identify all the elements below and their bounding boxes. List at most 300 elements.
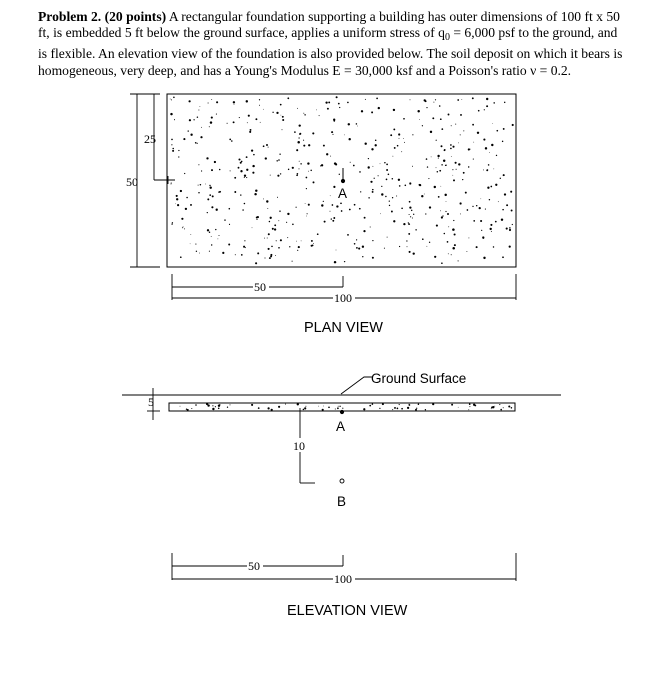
concrete-speckle	[304, 407, 306, 409]
concrete-speckle	[401, 151, 402, 152]
plan-view	[130, 94, 516, 300]
concrete-speckle	[399, 185, 401, 187]
concrete-speckle	[460, 202, 462, 204]
concrete-speckle	[213, 408, 214, 409]
concrete-speckle	[271, 409, 273, 411]
concrete-speckle	[276, 112, 278, 114]
concrete-speckle	[403, 223, 405, 225]
concrete-speckle	[244, 175, 246, 177]
concrete-speckle	[256, 219, 257, 220]
concrete-speckle	[230, 404, 231, 405]
plan-point-a-dot	[341, 179, 344, 182]
concrete-speckle	[433, 102, 434, 103]
concrete-speckle	[511, 210, 513, 212]
concrete-speckle	[292, 261, 293, 262]
concrete-speckle	[280, 239, 282, 241]
concrete-speckle	[308, 144, 310, 146]
concrete-speckle	[298, 246, 300, 248]
concrete-speckle	[170, 113, 172, 115]
concrete-speckle	[267, 208, 268, 209]
elev-point-a-dot	[340, 410, 343, 413]
concrete-speckle	[468, 409, 469, 410]
concrete-speckle	[382, 403, 384, 405]
concrete-speckle	[276, 240, 277, 241]
elevation-foundation-slab	[169, 403, 515, 411]
concrete-speckle	[444, 194, 446, 196]
concrete-speckle	[491, 406, 493, 408]
concrete-speckle	[264, 257, 265, 258]
concrete-speckle	[176, 198, 178, 200]
concrete-speckle	[447, 241, 449, 243]
concrete-speckle	[251, 404, 253, 406]
concrete-speckle	[278, 406, 280, 408]
concrete-speckle	[441, 262, 443, 264]
concrete-speckle	[183, 226, 184, 227]
concrete-speckle	[441, 128, 443, 130]
concrete-speckle	[234, 191, 236, 193]
concrete-speckle	[429, 206, 431, 208]
concrete-speckle	[348, 138, 350, 140]
concrete-speckle	[354, 204, 356, 206]
concrete-speckle	[399, 138, 400, 139]
concrete-speckle	[332, 134, 333, 135]
elev-point-a-label: A	[336, 419, 346, 434]
concrete-speckle	[257, 252, 259, 254]
concrete-speckle	[306, 177, 308, 179]
concrete-speckle	[465, 192, 467, 194]
concrete-speckle	[211, 169, 213, 171]
concrete-speckle	[209, 194, 211, 196]
concrete-speckle	[328, 101, 330, 103]
concrete-speckle	[368, 197, 369, 198]
concrete-speckle	[277, 197, 278, 198]
concrete-speckle	[397, 145, 399, 147]
concrete-speckle	[362, 256, 363, 257]
concrete-speckle	[198, 192, 199, 193]
concrete-speckle	[270, 175, 271, 176]
concrete-speckle	[473, 159, 474, 160]
concrete-speckle	[468, 166, 469, 167]
concrete-speckle	[247, 122, 248, 123]
concrete-speckle	[446, 201, 447, 202]
concrete-speckle	[189, 119, 191, 121]
concrete-speckle	[483, 139, 485, 141]
concrete-speckle	[493, 169, 494, 170]
concrete-speckle	[229, 224, 230, 225]
concrete-speckle	[252, 172, 254, 174]
concrete-speckle	[432, 117, 434, 119]
concrete-speckle	[323, 145, 325, 147]
concrete-speckle	[356, 123, 358, 125]
concrete-speckle	[308, 171, 309, 172]
concrete-speckle	[440, 210, 441, 211]
concrete-speckle	[238, 167, 240, 169]
concrete-speckle	[399, 246, 400, 247]
concrete-speckle	[312, 132, 314, 134]
concrete-speckle	[263, 109, 264, 110]
concrete-speckle	[474, 404, 476, 406]
concrete-speckle	[303, 113, 304, 114]
concrete-speckle	[278, 220, 279, 221]
concrete-speckle	[197, 143, 198, 144]
concrete-speckle	[415, 409, 417, 411]
concrete-speckle	[384, 248, 385, 249]
concrete-speckle	[238, 158, 240, 160]
concrete-speckle	[287, 213, 289, 215]
concrete-speckle	[188, 100, 190, 102]
concrete-speckle	[180, 406, 181, 407]
concrete-speckle	[416, 408, 417, 409]
concrete-speckle	[198, 185, 199, 186]
concrete-speckle	[215, 406, 216, 407]
concrete-speckle	[303, 145, 305, 147]
concrete-speckle	[452, 169, 453, 170]
concrete-speckle	[200, 184, 201, 185]
concrete-speckle	[472, 206, 473, 207]
concrete-speckle	[253, 154, 255, 156]
concrete-speckle	[405, 185, 407, 187]
concrete-speckle	[257, 216, 259, 218]
concrete-speckle	[268, 147, 269, 148]
concrete-speckle	[199, 253, 200, 254]
concrete-speckle	[490, 228, 492, 230]
concrete-speckle	[491, 144, 493, 146]
concrete-speckle	[487, 169, 488, 170]
concrete-speckle	[219, 404, 220, 405]
concrete-speckle	[463, 172, 465, 174]
concrete-speckle	[349, 209, 351, 211]
concrete-speckle	[231, 140, 233, 142]
elev-point-b-label: B	[337, 494, 347, 509]
concrete-speckle	[339, 174, 340, 175]
concrete-speckle	[440, 118, 442, 120]
concrete-speckle	[313, 181, 315, 183]
concrete-speckle	[210, 121, 212, 123]
concrete-speckle	[183, 138, 185, 140]
concrete-speckle	[498, 201, 499, 202]
concrete-speckle	[297, 108, 298, 109]
concrete-speckle	[172, 222, 173, 223]
concrete-speckle	[190, 204, 192, 206]
concrete-speckle	[466, 251, 467, 252]
concrete-speckle	[424, 99, 426, 101]
concrete-speckle	[398, 133, 400, 135]
concrete-speckle	[255, 262, 257, 264]
concrete-speckle	[296, 149, 298, 151]
concrete-speckle	[209, 251, 210, 252]
concrete-speckle	[469, 149, 470, 150]
concrete-speckle	[228, 244, 230, 246]
concrete-speckle	[485, 147, 487, 149]
concrete-speckle	[469, 406, 470, 407]
concrete-speckle	[330, 156, 331, 157]
concrete-speckle	[501, 218, 503, 220]
concrete-speckle	[375, 144, 377, 146]
concrete-speckle	[278, 247, 280, 249]
concrete-speckle	[452, 175, 453, 176]
concrete-speckle	[363, 230, 365, 232]
concrete-speckle	[493, 102, 495, 104]
concrete-speckle	[365, 143, 367, 145]
concrete-speckle	[390, 134, 392, 136]
concrete-speckle	[484, 109, 485, 110]
concrete-speckle	[496, 130, 498, 132]
concrete-speckle	[378, 107, 380, 109]
concrete-speckle	[209, 186, 211, 188]
concrete-speckle	[489, 152, 490, 153]
concrete-speckle	[344, 135, 345, 136]
concrete-speckle	[252, 227, 253, 228]
concrete-speckle	[450, 144, 452, 146]
concrete-speckle	[394, 407, 396, 409]
concrete-speckle	[279, 154, 280, 155]
concrete-speckle	[335, 262, 336, 263]
concrete-speckle	[460, 213, 461, 214]
concrete-speckle	[451, 156, 452, 157]
concrete-speckle	[286, 222, 287, 223]
concrete-speckle	[266, 144, 268, 146]
concrete-speckle	[457, 99, 459, 101]
concrete-speckle	[389, 200, 390, 201]
concrete-speckle	[356, 247, 358, 249]
concrete-speckle	[348, 123, 350, 125]
concrete-speckle	[510, 191, 512, 193]
concrete-speckle	[445, 211, 446, 212]
concrete-speckle	[321, 164, 323, 166]
concrete-speckle	[216, 114, 217, 115]
concrete-speckle	[224, 219, 225, 220]
concrete-speckle	[491, 231, 492, 232]
concrete-speckle	[205, 184, 206, 185]
concrete-speckle	[313, 243, 314, 244]
concrete-speckle	[409, 214, 410, 215]
concrete-speckle	[299, 133, 300, 134]
concrete-speckle	[171, 184, 172, 185]
concrete-speckle	[371, 148, 373, 150]
concrete-speckle	[399, 404, 400, 405]
concrete-speckle	[244, 177, 245, 178]
concrete-speckle	[188, 130, 189, 131]
concrete-speckle	[489, 199, 490, 200]
plan-dim-25-label: 25	[144, 132, 156, 146]
concrete-speckle	[463, 130, 464, 131]
concrete-speckle	[297, 403, 299, 405]
concrete-speckle	[369, 405, 371, 407]
concrete-speckle	[199, 106, 200, 107]
concrete-speckle	[419, 184, 421, 186]
concrete-speckle	[267, 407, 269, 409]
concrete-speckle	[360, 191, 361, 192]
concrete-speckle	[361, 110, 363, 112]
concrete-speckle	[246, 177, 247, 178]
elevation-view-title: ELEVATION VIEW	[287, 603, 408, 619]
concrete-speckle	[171, 99, 172, 100]
concrete-speckle	[305, 203, 306, 204]
concrete-speckle	[509, 227, 511, 229]
concrete-speckle	[445, 165, 446, 166]
concrete-speckle	[409, 404, 411, 406]
concrete-speckle	[375, 140, 377, 142]
concrete-speckle	[412, 134, 413, 135]
concrete-speckle	[278, 159, 280, 161]
concrete-speckle	[331, 218, 332, 219]
concrete-speckle	[500, 409, 502, 411]
concrete-speckle	[354, 243, 356, 245]
concrete-speckle	[323, 201, 324, 202]
concrete-speckle	[379, 408, 380, 409]
concrete-speckle	[172, 150, 174, 152]
concrete-speckle	[342, 408, 343, 409]
concrete-speckle	[452, 228, 455, 231]
problem-subscript: 0	[444, 32, 450, 44]
concrete-speckle	[240, 194, 241, 195]
concrete-speckle	[391, 211, 393, 213]
concrete-speckle	[268, 233, 270, 235]
concrete-speckle	[200, 136, 202, 138]
concrete-speckle	[426, 107, 427, 108]
concrete-speckle	[197, 116, 198, 117]
concrete-speckle	[172, 148, 174, 150]
concrete-speckle	[193, 119, 194, 120]
concrete-speckle	[462, 179, 463, 180]
concrete-speckle	[281, 115, 282, 116]
concrete-speckle	[411, 210, 412, 211]
concrete-speckle	[503, 174, 505, 176]
concrete-speckle	[190, 243, 191, 244]
concrete-speckle	[218, 408, 220, 410]
concrete-speckle	[287, 97, 289, 99]
concrete-speckle	[490, 224, 492, 226]
concrete-speckle	[365, 99, 366, 100]
concrete-speckle	[418, 403, 420, 405]
concrete-speckle	[435, 99, 436, 100]
concrete-speckle	[280, 210, 281, 211]
concrete-speckle	[185, 208, 187, 210]
concrete-speckle	[340, 202, 342, 204]
concrete-speckle	[381, 193, 383, 195]
concrete-speckle	[473, 142, 474, 143]
concrete-speckle	[467, 209, 469, 211]
concrete-speckle	[451, 125, 452, 126]
concrete-speckle	[477, 132, 479, 134]
concrete-speckle	[249, 131, 251, 133]
concrete-speckle	[337, 407, 339, 409]
concrete-speckle	[372, 257, 374, 259]
concrete-speckle	[338, 103, 340, 105]
concrete-speckle	[393, 220, 395, 222]
concrete-speckle	[404, 142, 405, 143]
concrete-speckle	[472, 124, 474, 126]
concrete-speckle	[306, 216, 307, 217]
concrete-speckle	[322, 409, 324, 411]
concrete-speckle	[406, 240, 407, 241]
concrete-speckle	[426, 158, 428, 160]
concrete-speckle	[318, 406, 319, 407]
concrete-speckle	[378, 175, 379, 176]
concrete-speckle	[441, 164, 442, 165]
concrete-speckle	[494, 406, 495, 407]
concrete-speckle	[267, 238, 268, 239]
concrete-speckle	[241, 254, 243, 256]
concrete-speckle	[240, 170, 242, 172]
concrete-speckle	[347, 102, 349, 104]
concrete-speckle	[307, 213, 308, 214]
concrete-speckle	[298, 168, 299, 169]
concrete-speckle	[218, 191, 220, 193]
concrete-speckle	[298, 137, 299, 138]
concrete-speckle	[453, 179, 455, 181]
concrete-speckle	[201, 127, 202, 128]
concrete-speckle	[263, 198, 264, 199]
concrete-speckle	[190, 234, 191, 235]
concrete-speckle	[419, 119, 420, 120]
concrete-speckle	[410, 216, 411, 217]
concrete-speckle	[468, 237, 469, 238]
concrete-speckle	[182, 227, 183, 228]
concrete-speckle	[269, 257, 271, 259]
concrete-speckle	[401, 408, 403, 410]
concrete-speckle	[206, 157, 208, 159]
concrete-speckle	[264, 238, 265, 239]
concrete-speckle	[208, 102, 209, 103]
concrete-speckle	[289, 246, 290, 247]
concrete-speckle	[499, 404, 500, 405]
concrete-speckle	[350, 162, 351, 163]
concrete-speckle	[371, 111, 373, 113]
concrete-speckle	[272, 228, 274, 230]
concrete-speckle	[428, 178, 429, 179]
concrete-speckle	[263, 145, 265, 147]
concrete-speckle	[441, 216, 443, 218]
concrete-speckle	[212, 195, 214, 197]
plan-dim-50v-label: 50	[126, 175, 138, 189]
concrete-speckle	[434, 186, 436, 188]
concrete-speckle	[201, 170, 202, 171]
concrete-speckle	[384, 162, 385, 163]
concrete-speckle	[372, 189, 374, 191]
concrete-speckle	[304, 114, 305, 115]
concrete-speckle	[229, 139, 231, 141]
concrete-speckle	[276, 160, 277, 161]
concrete-speckle	[458, 163, 460, 165]
concrete-speckle	[171, 144, 172, 145]
concrete-speckle	[408, 223, 410, 225]
concrete-speckle	[412, 217, 413, 218]
concrete-speckle	[303, 409, 305, 411]
concrete-speckle	[326, 153, 328, 155]
concrete-speckle	[235, 254, 236, 255]
concrete-speckle	[274, 224, 276, 226]
concrete-speckle	[409, 206, 411, 208]
concrete-speckle	[504, 102, 505, 103]
concrete-speckle	[272, 112, 273, 113]
concrete-speckle	[317, 233, 319, 235]
concrete-speckle	[311, 240, 313, 242]
concrete-speckle	[456, 169, 457, 170]
concrete-speckle	[279, 211, 280, 212]
concrete-speckle	[427, 246, 428, 247]
concrete-speckle	[455, 124, 456, 125]
concrete-speckle	[450, 148, 452, 150]
concrete-speckle	[282, 119, 284, 121]
concrete-speckle	[251, 149, 253, 151]
concrete-speckle	[403, 118, 405, 120]
concrete-speckle	[393, 156, 394, 157]
concrete-speckle	[481, 230, 482, 231]
concrete-speckle	[478, 110, 480, 112]
concrete-speckle	[219, 169, 221, 171]
concrete-speckle	[417, 110, 419, 112]
